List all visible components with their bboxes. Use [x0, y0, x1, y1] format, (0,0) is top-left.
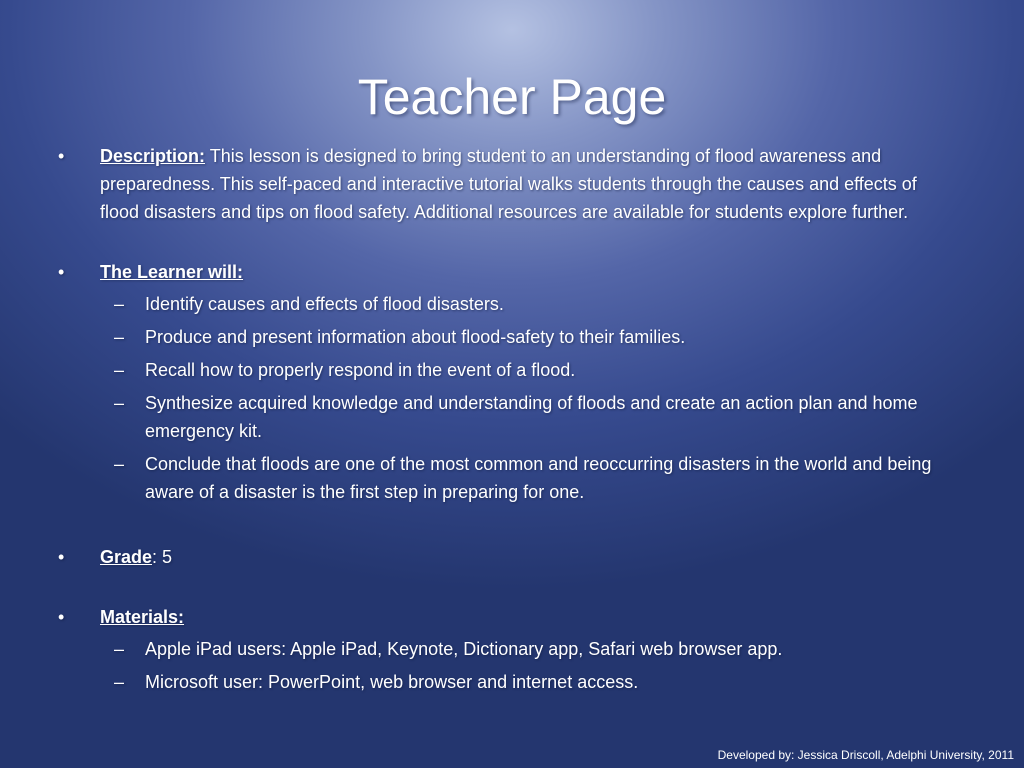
grade-value: : 5: [152, 547, 173, 567]
description-section: [0, 142, 1024, 226]
objective-text: Produce and present information about flood-safety to their families.: [145, 327, 686, 347]
footer-credit: Developed by: Jessica Driscoll, Adelphi University, 2011: [717, 748, 1014, 762]
objective-text: Conclude that floods are one of the most common and reoccurring disasters in the world and being aware of a disaster is the first step in preparing for one.: [145, 454, 932, 502]
list-item: [100, 356, 960, 384]
learner-heading: The Learner will:: [100, 262, 244, 282]
bullet-marker: •: [58, 547, 65, 567]
dash-marker: –: [114, 327, 125, 347]
page-title: Teacher Page: [357, 69, 667, 125]
grade-section: [0, 543, 1024, 571]
bullet-marker: •: [58, 607, 65, 627]
slide-content: [0, 142, 1024, 701]
materials-list: [100, 635, 960, 696]
learner-section: [0, 258, 1024, 506]
learner-objectives-list: [100, 290, 960, 506]
objective-text: Recall how to properly respond in the event of a flood.: [145, 360, 576, 380]
materials-section: [0, 603, 1024, 696]
bullet-marker: •: [58, 146, 65, 166]
dash-marker: –: [114, 360, 125, 380]
list-item: [100, 668, 960, 696]
dash-marker: –: [114, 639, 125, 659]
list-item: [100, 389, 960, 445]
description-heading: Description:: [100, 146, 206, 166]
list-item: [100, 635, 960, 663]
materials-heading: Materials:: [100, 607, 185, 627]
material-text: Microsoft user: PowerPoint, web browser and internet access.: [145, 672, 639, 692]
list-item: [100, 323, 960, 351]
objective-text: Identify causes and effects of flood disasters.: [145, 294, 504, 314]
dash-marker: –: [114, 672, 125, 692]
grade-heading: Grade: [100, 547, 153, 567]
dash-marker: –: [114, 393, 125, 413]
description-text: This lesson is designed to bring student to an understanding of flood awareness and preparedness. This self-paced and interactive tutorial walks students through the causes and effects of flood disasters and tips on flood safety. Additional resources are available for students explore further.: [100, 146, 917, 222]
dash-marker: –: [114, 454, 125, 474]
dash-marker: –: [114, 294, 125, 314]
material-text: Apple iPad users: Apple iPad, Keynote, Dictionary app, Safari web browser app.: [145, 639, 783, 659]
objective-text: Synthesize acquired knowledge and understanding of floods and create an action plan and home emergency kit.: [145, 393, 918, 441]
list-item: [100, 450, 960, 506]
bullet-marker: •: [58, 262, 65, 282]
list-item: [100, 290, 960, 318]
